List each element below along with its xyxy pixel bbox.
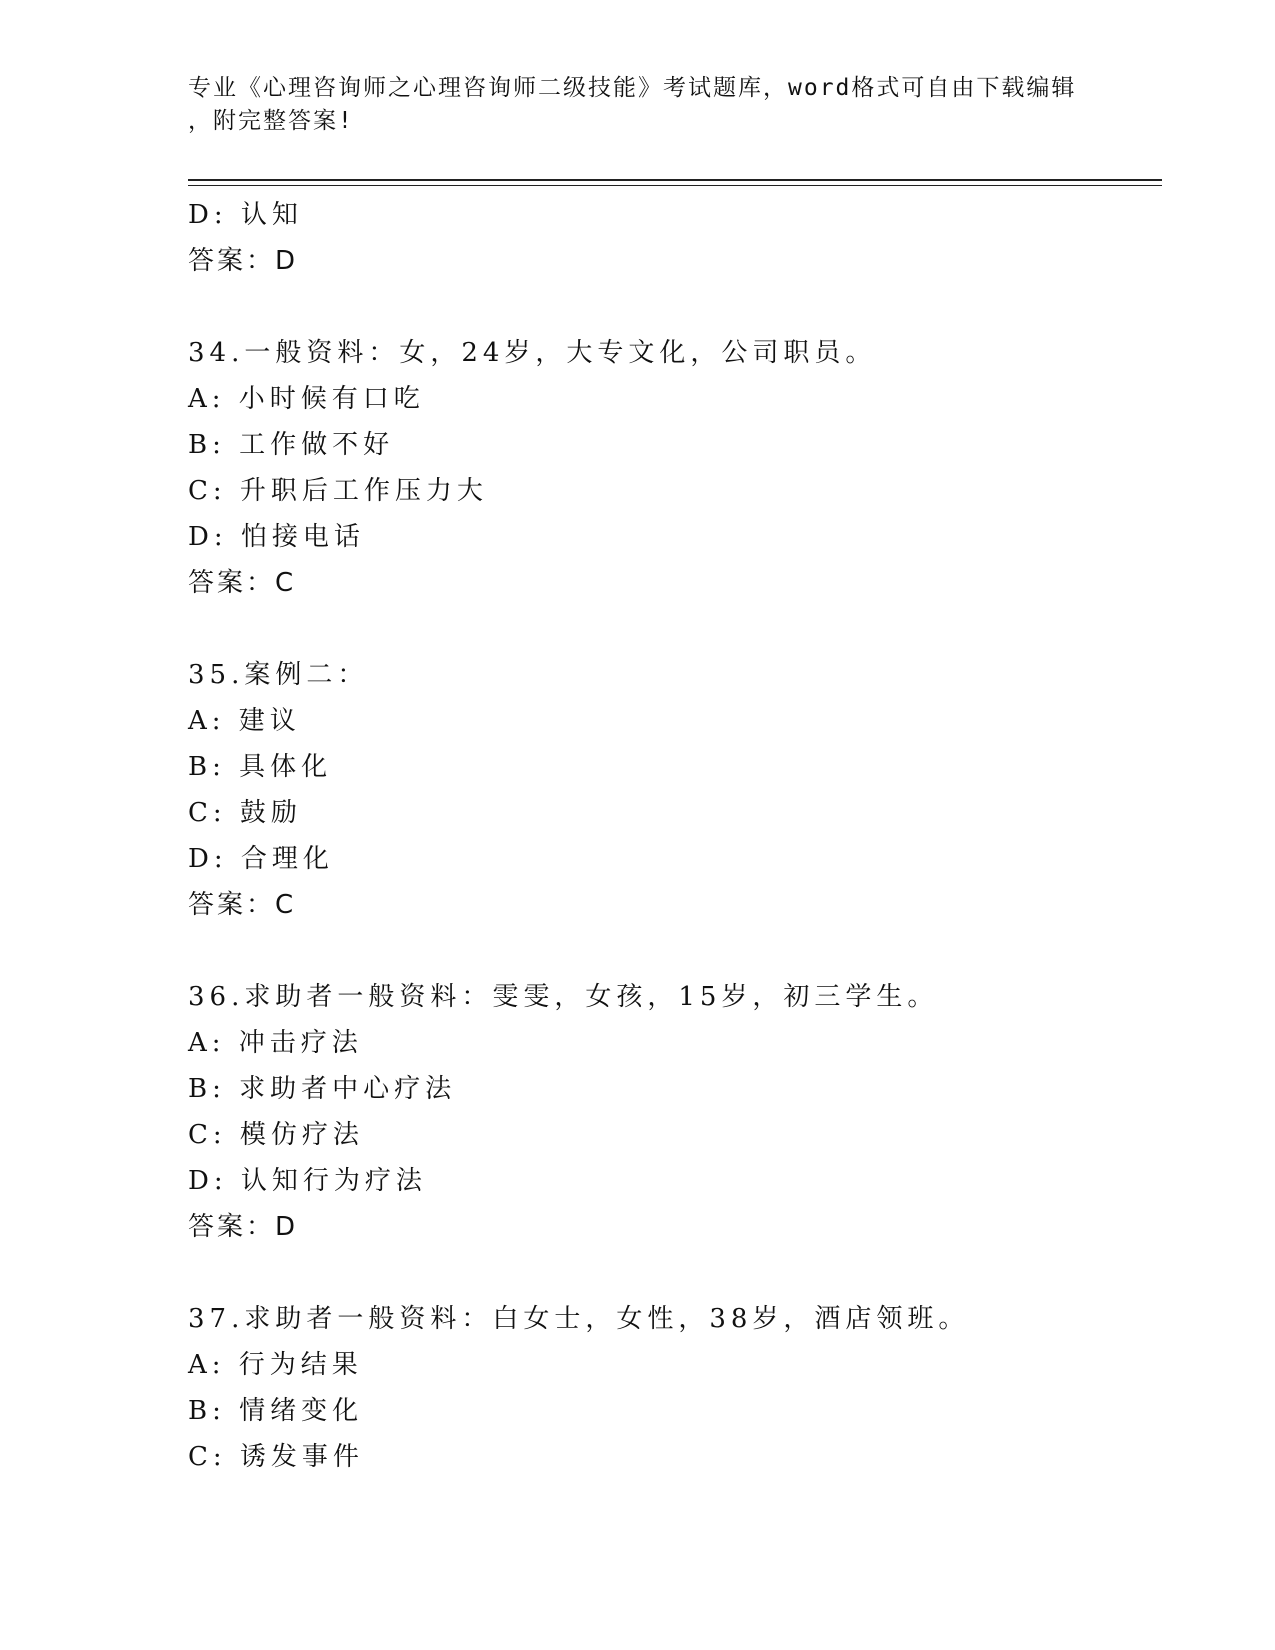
spacer [188,284,1162,330]
spacer [188,606,1162,652]
option-c: C: 升职后工作压力大 [188,476,488,506]
question-36 [188,974,1162,1250]
option-d: D: 认知 [188,200,303,230]
option-c: C: 鼓励 [188,798,302,828]
option-b: B: 工作做不好 [188,430,395,460]
question-35 [188,652,1162,928]
question-34 [188,330,1162,606]
header-divider-thin [188,185,1162,186]
answer-line: 答案：D [188,1212,299,1242]
answer-line: 答案：C [188,890,297,920]
option-a: A: 冲击疗法 [188,1028,363,1058]
answer-line: 答案：D [188,246,299,276]
question-stem: 37.求助者一般资料：白女士，女性，38岁，酒店领班。 [188,1304,970,1334]
option-d: D: 怕接电话 [188,522,365,552]
question-37 [188,1296,1162,1480]
option-d: D: 合理化 [188,844,334,874]
question-stem: 36.求助者一般资料：雯雯，女孩，15岁，初三学生。 [188,982,939,1012]
question-list [188,192,1162,1480]
question-stem: 35.案例二： [188,660,369,690]
option-a: A: 行为结果 [188,1350,363,1380]
option-c: C: 模仿疗法 [188,1120,364,1150]
question-stem: 34.一般资料：女，24岁，大专文化，公司职员。 [188,338,877,368]
option-d: D: 认知行为疗法 [188,1166,427,1196]
option-a: A: 小时候有口吃 [188,384,425,414]
header-title-line-2: ，附完整答案! [188,108,354,134]
option-b: B: 情绪变化 [188,1396,364,1426]
header-divider-thick [188,179,1162,181]
option-a: A: 建议 [188,706,301,736]
answer-line: 答案：C [188,568,297,598]
page-header [188,72,1088,138]
header-title-line-1: 专业《心理咨询师之心理咨询师二级技能》考试题库，word格式可自由下载编辑 [188,75,1077,101]
spacer [188,928,1162,974]
option-b: B: 求助者中心疗法 [188,1074,457,1104]
question-fragment [188,192,1162,284]
option-c: C: 诱发事件 [188,1442,364,1472]
spacer [188,1250,1162,1296]
option-b: B: 具体化 [188,752,333,782]
